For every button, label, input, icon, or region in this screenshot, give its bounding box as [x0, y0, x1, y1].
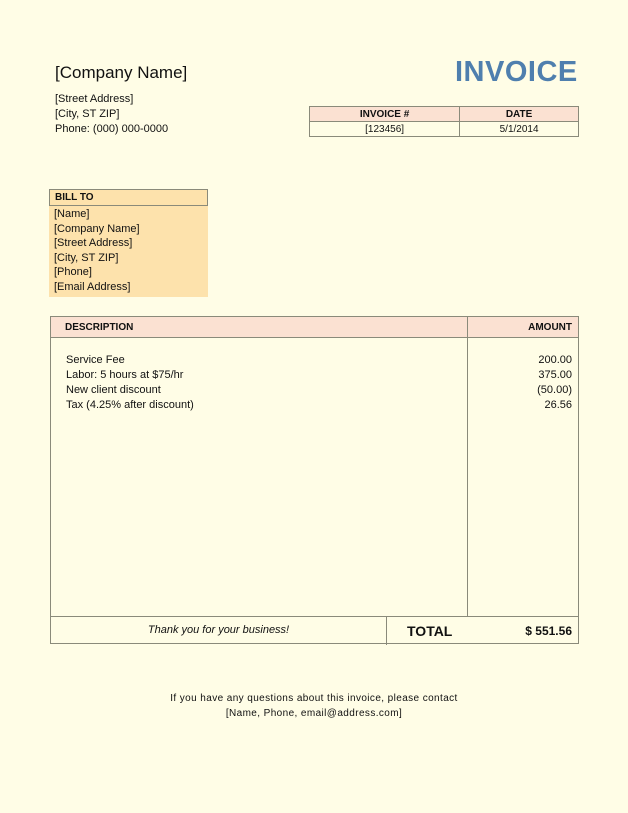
totals-divider — [386, 617, 387, 645]
bill-to-details — [49, 206, 208, 297]
bill-to-street: [Street Address] — [54, 237, 133, 250]
line-item-description: New client discount — [66, 384, 161, 396]
line-item-amount: 26.56 — [544, 399, 572, 411]
line-item — [51, 369, 578, 384]
line-item-description: Labor: 5 hours at $75/hr — [66, 369, 184, 381]
bill-to-label: BILL TO — [49, 189, 208, 206]
line-item-description: Service Fee — [66, 354, 125, 366]
line-item-amount: 375.00 — [538, 369, 572, 381]
street-address: [Street Address] — [55, 93, 134, 105]
description-header: DESCRIPTION — [65, 322, 134, 333]
invoice-number: [123456] — [310, 122, 460, 137]
city-state-zip: [City, ST ZIP] — [55, 108, 120, 120]
line-items-table — [50, 316, 579, 644]
company-name: [Company Name] — [55, 63, 188, 82]
line-item-description: Tax (4.25% after discount) — [66, 399, 194, 411]
contact-details: [Name, Phone, email@address.com] — [225, 708, 403, 719]
invoice-title: INVOICE — [455, 56, 578, 88]
amount-header: AMOUNT — [528, 322, 572, 333]
phone: Phone: (000) 000-0000 — [55, 123, 169, 135]
bill-to-block — [49, 189, 208, 297]
total-label: TOTAL — [407, 623, 453, 639]
invoice-meta-table — [309, 106, 579, 137]
contact-note: If you have any questions about this invoice, please contact — [170, 693, 458, 704]
totals-row — [51, 616, 578, 644]
thank-you-message: Thank you for your business! — [147, 624, 290, 636]
date-label: DATE — [460, 107, 579, 122]
total-value: $ 551.56 — [525, 624, 572, 638]
bill-to-name: [Name] — [54, 208, 90, 220]
bill-to-phone: [Phone] — [54, 266, 92, 279]
line-items-header — [51, 317, 578, 338]
line-item — [51, 399, 578, 414]
bill-to-company: [Company Name] — [54, 222, 140, 235]
bill-to-email: [Email Address] — [54, 280, 131, 293]
invoice-date: 5/1/2014 — [460, 122, 579, 137]
invoice-number-label: INVOICE # — [310, 107, 460, 122]
line-item-amount: (50.00) — [537, 384, 572, 396]
line-item — [51, 384, 578, 399]
line-item — [51, 354, 578, 369]
line-item-amount: 200.00 — [538, 354, 572, 366]
bill-to-city: [City, ST ZIP] — [54, 251, 119, 264]
